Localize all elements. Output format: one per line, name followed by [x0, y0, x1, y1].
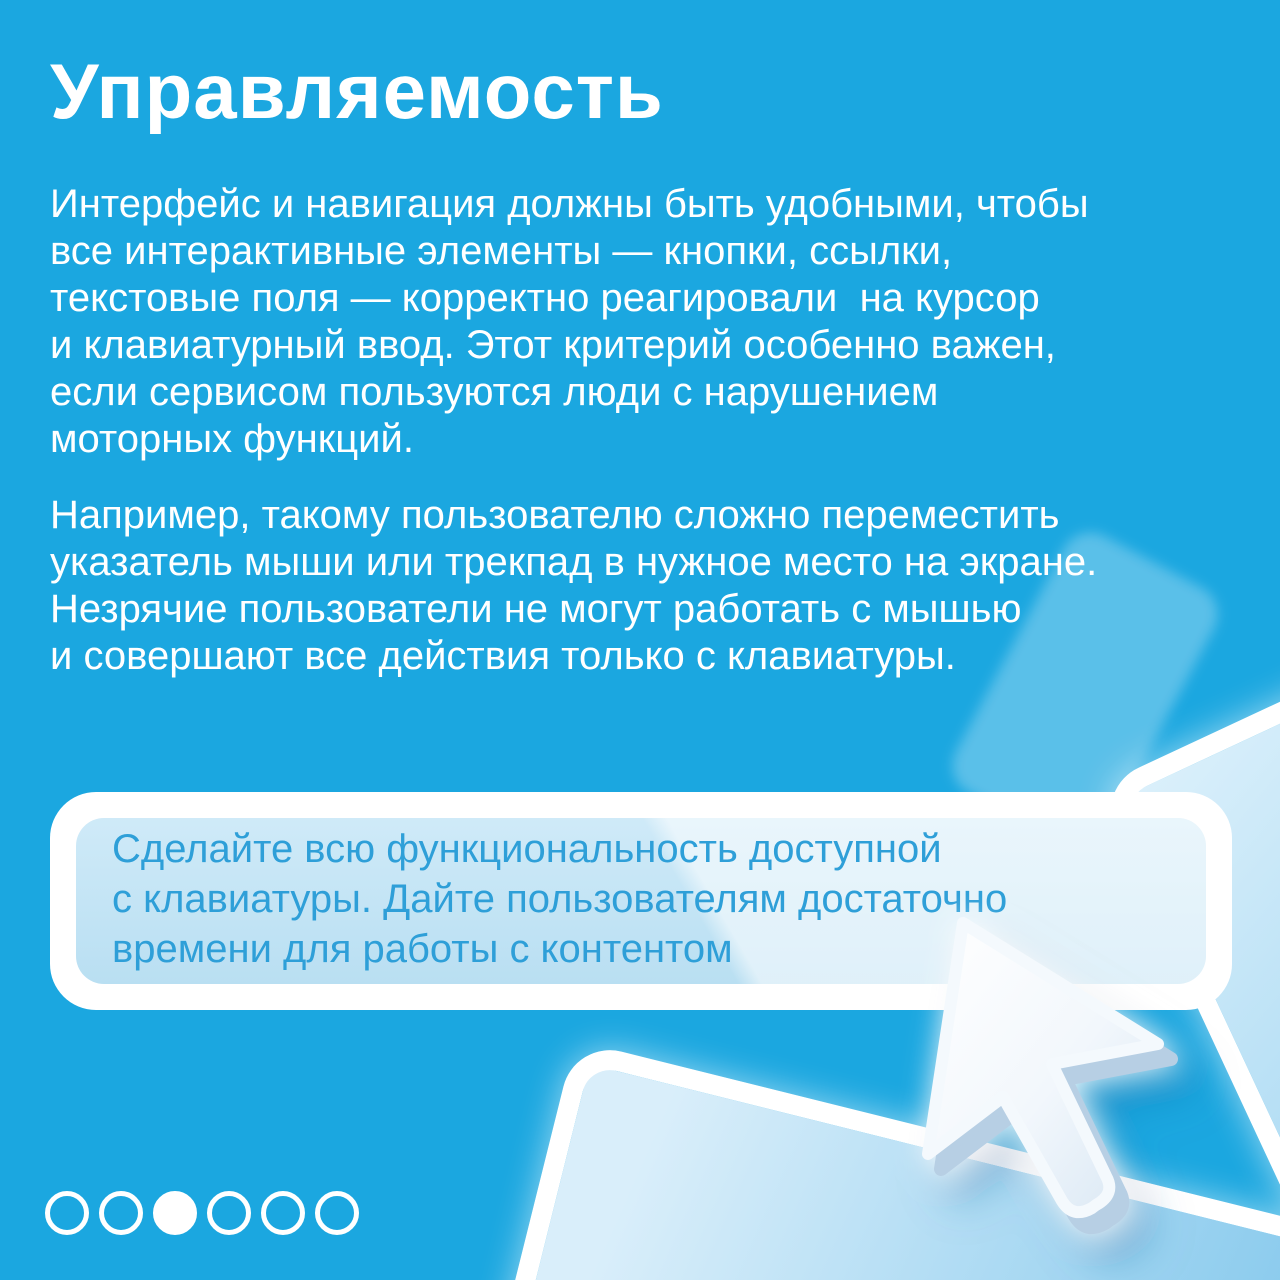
- pagination-dot-1[interactable]: [45, 1191, 89, 1235]
- pagination-dot-4[interactable]: [207, 1191, 251, 1235]
- pagination-dot-3-active[interactable]: [153, 1191, 197, 1235]
- pagination-dot-6[interactable]: [315, 1191, 359, 1235]
- intro-line: Интерфейс и навигация должны быть удобными, чтобы: [50, 182, 1089, 226]
- advice-text: [76, 818, 1206, 974]
- intro-line: все интерактивные элементы — кнопки, ссылки,: [50, 229, 953, 273]
- pagination-dot-2[interactable]: [99, 1191, 143, 1235]
- pagination: [45, 1191, 359, 1235]
- advice-card: [50, 792, 1232, 1010]
- advice-panel: [76, 818, 1206, 984]
- intro-line: если сервисом пользуются люди с нарушением: [50, 370, 939, 414]
- example-line: Незрячие пользователи не могут работать с мышью: [50, 587, 1022, 631]
- intro-line: текстовые поля — корректно реагировали на курсор: [50, 276, 1040, 320]
- advice-line: времени для работы с контентом: [112, 927, 733, 971]
- example-line: и совершают все действия только с клавиатуры.: [50, 634, 956, 678]
- advice-line: Сделайте всю функциональность доступной: [112, 827, 942, 871]
- example-line: указатель мыши или трекпад в нужное место на экране.: [50, 540, 1098, 584]
- page-title: Управляемость: [50, 47, 664, 135]
- tilted-window-bottom: [461, 1040, 1280, 1280]
- intro-paragraph: [50, 181, 1089, 463]
- example-paragraph: [50, 492, 1097, 680]
- intro-line: моторных функций.: [50, 417, 414, 461]
- advice-line: с клавиатуры. Дайте пользователям достаточно: [112, 877, 1008, 921]
- pagination-dot-5[interactable]: [261, 1191, 305, 1235]
- intro-line: и клавиатурный ввод. Этот критерий особенно важен,: [50, 323, 1056, 367]
- example-line: Например, такому пользователю сложно переместить: [50, 493, 1060, 537]
